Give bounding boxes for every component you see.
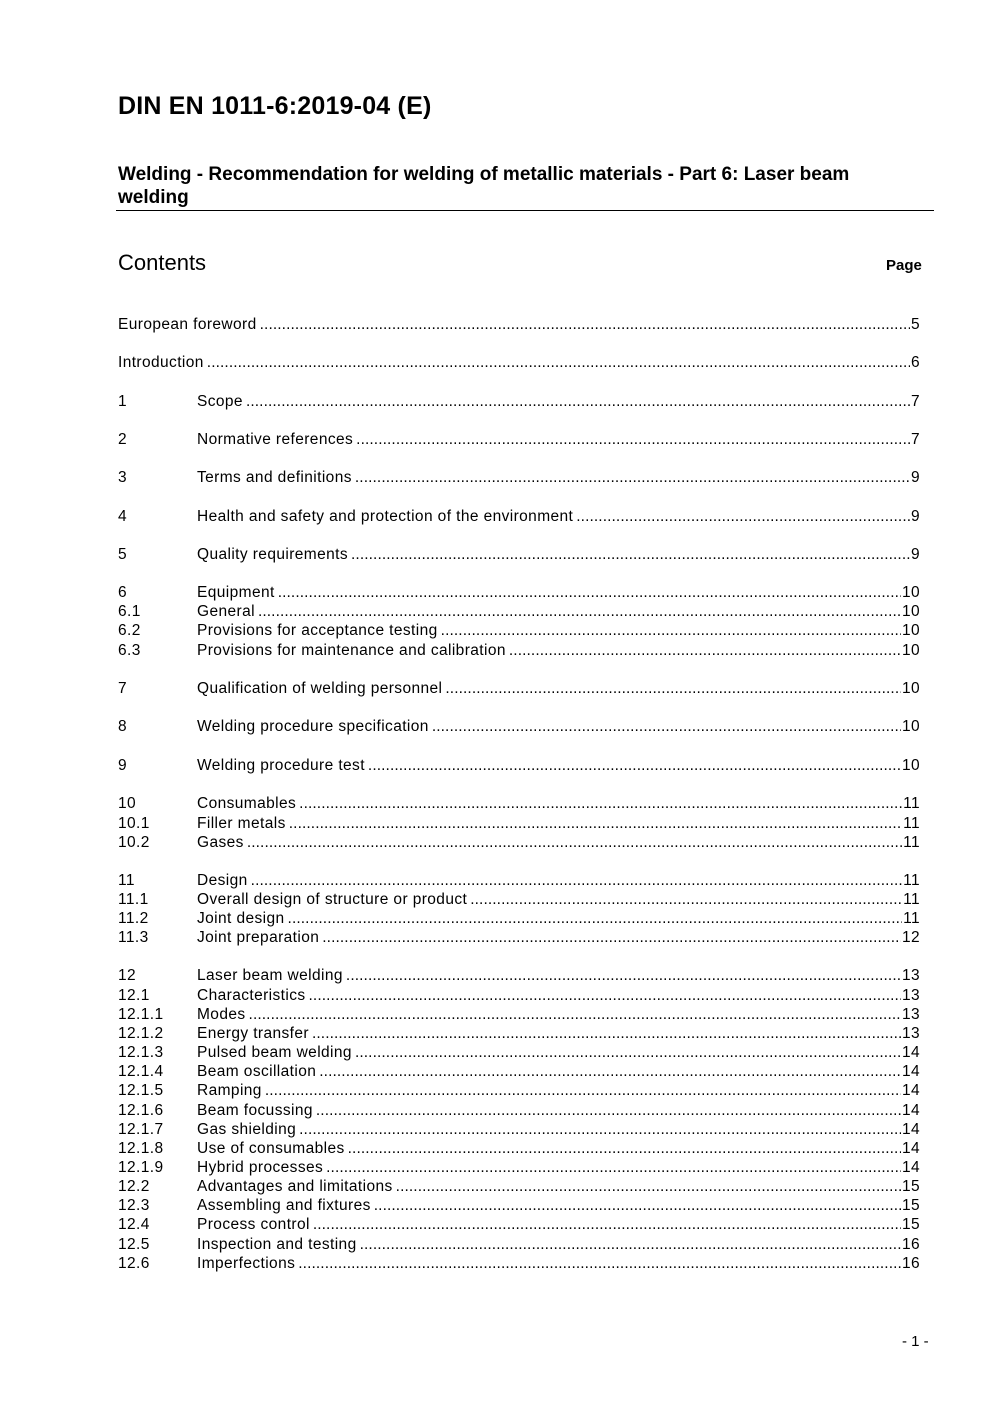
toc-entry-page: 9 <box>910 546 920 563</box>
toc-entry-number: 11 <box>118 872 135 889</box>
toc-entry-page: 7 <box>910 431 920 448</box>
toc-dot-leader <box>249 1005 901 1024</box>
toc-entry-page: 16 <box>901 1255 920 1272</box>
toc-entry-title: Advantages and limitations <box>197 1178 393 1195</box>
toc-entry-page: 10 <box>901 718 920 735</box>
toc-entry[interactable] <box>118 966 920 985</box>
toc-entry-page: 7 <box>910 393 920 410</box>
toc-entry-number: 7 <box>118 680 128 697</box>
toc-entry-title: Imperfections <box>197 1255 296 1272</box>
toc-dot-leader <box>396 1177 901 1196</box>
toc-entry-title: Use of consumables <box>197 1140 345 1157</box>
toc-entry-title: Beam oscillation <box>197 1063 317 1080</box>
toc-entry[interactable] <box>118 1043 920 1062</box>
toc-entry-title: Pulsed beam welding <box>197 1044 352 1061</box>
toc-entry-page: 10 <box>901 680 920 697</box>
toc-entry-number: 12.3 <box>118 1197 150 1214</box>
toc-entry-page: 14 <box>901 1082 920 1099</box>
toc-entry[interactable] <box>118 621 920 640</box>
toc-entry-page: 11 <box>903 815 920 832</box>
toc-entry[interactable] <box>118 909 920 928</box>
toc-entry[interactable] <box>118 1215 920 1234</box>
toc-entry-title: Introduction <box>118 354 204 371</box>
toc-entry-number: 10.1 <box>118 815 150 832</box>
toc-entry-page: 9 <box>910 508 920 525</box>
toc-dot-leader <box>374 1196 901 1215</box>
toc-entry-number: 6.2 <box>118 622 141 639</box>
toc-entry-page: 11 <box>903 910 920 927</box>
toc-entry-title: Gas shielding <box>197 1121 297 1138</box>
toc-dot-leader <box>368 756 901 775</box>
toc-entry[interactable] <box>118 1235 920 1254</box>
toc-entry[interactable] <box>118 1005 920 1024</box>
toc-entry-title: Joint preparation <box>197 929 320 946</box>
title-divider <box>116 210 934 211</box>
toc-dot-leader <box>299 1120 901 1139</box>
toc-entry-number: 5 <box>118 546 128 563</box>
toc-entry-number: 10.2 <box>118 834 150 851</box>
toc-dot-leader <box>348 1139 901 1158</box>
toc-entry[interactable] <box>118 1254 920 1273</box>
toc-entry-title: Energy transfer <box>197 1025 309 1042</box>
toc-entry-title: Health and safety and protection of the environment <box>197 508 574 525</box>
toc-entry-page: 14 <box>901 1063 920 1080</box>
toc-entry-page: 11 <box>903 891 920 908</box>
toc-entry[interactable] <box>118 890 920 909</box>
toc-entry-page: 14 <box>901 1121 920 1138</box>
toc-dot-leader <box>351 545 910 564</box>
toc-entry[interactable] <box>118 1081 920 1100</box>
toc-entry[interactable] <box>118 1177 920 1196</box>
toc-entry-title: Design <box>197 872 248 889</box>
toc-dot-leader <box>299 794 902 813</box>
toc-dot-leader <box>312 1024 901 1043</box>
toc-entry-page: 10 <box>901 622 920 639</box>
toc-entry[interactable] <box>118 507 920 526</box>
toc-dot-leader <box>309 986 901 1005</box>
toc-entry-number: 12.1.8 <box>118 1140 164 1157</box>
toc-dot-leader <box>207 353 910 372</box>
toc-entry-page: 12 <box>901 929 920 946</box>
toc-entry-title: Quality requirements <box>197 546 349 563</box>
toc-entry-page: 10 <box>901 603 920 620</box>
toc-entry-number: 12.1.7 <box>118 1121 164 1138</box>
toc-entry-number: 12.1.2 <box>118 1025 164 1042</box>
toc-dot-leader <box>441 621 901 640</box>
toc-dot-leader <box>278 583 901 602</box>
toc-entry-title: Equipment <box>197 584 275 601</box>
toc-entry-page: 15 <box>901 1178 920 1195</box>
toc-dot-leader <box>576 507 910 526</box>
toc-entry-number: 12.1.3 <box>118 1044 164 1061</box>
toc-entry-title: Inspection and testing <box>197 1236 357 1253</box>
toc-entry-title: Scope <box>197 393 243 410</box>
toc-entry-title: Ramping <box>197 1082 262 1099</box>
toc-entry-title: Modes <box>197 1006 246 1023</box>
toc-entry-title: Process control <box>197 1216 310 1233</box>
toc-entry-title: Characteristics <box>197 987 306 1004</box>
toc-entry-number: 12.1.4 <box>118 1063 164 1080</box>
toc-dot-leader <box>346 966 901 985</box>
toc-entry-title: Filler metals <box>197 815 286 832</box>
toc-entry-title: Overall design of structure or product <box>197 891 468 908</box>
toc-dot-leader <box>313 1215 901 1234</box>
toc-entry-number: 4 <box>118 508 128 525</box>
toc-entry[interactable] <box>118 1158 920 1177</box>
document-title: DIN EN 1011-6:2019-04 (E) <box>118 92 432 120</box>
toc-dot-leader <box>355 468 910 487</box>
toc-entry-page: 15 <box>901 1216 920 1233</box>
toc-entry-page: 11 <box>903 795 920 812</box>
toc-entry-title: Hybrid processes <box>197 1159 324 1176</box>
toc-entry-title: Beam focussing <box>197 1102 313 1119</box>
toc-dot-leader <box>298 1254 901 1273</box>
toc-entry-title: Welding procedure test <box>197 757 365 774</box>
toc-entry[interactable] <box>118 430 920 449</box>
toc-entry[interactable] <box>118 679 920 698</box>
toc-entry[interactable] <box>118 602 920 621</box>
toc-entry-number: 12.1.6 <box>118 1102 164 1119</box>
toc-dot-leader <box>470 890 902 909</box>
toc-entry-number: 12.1.1 <box>118 1006 164 1023</box>
toc-entry-title: Joint design <box>197 910 285 927</box>
toc-dot-leader <box>432 717 901 736</box>
toc-entry-page: 13 <box>901 987 920 1004</box>
toc-entry-page: 16 <box>901 1236 920 1253</box>
toc-entry-page: 10 <box>901 584 920 601</box>
toc-entry-title: Provisions for maintenance and calibration <box>197 642 506 659</box>
toc-entry-number: 12.2 <box>118 1178 150 1195</box>
toc-entry[interactable] <box>118 756 920 775</box>
toc-entry[interactable] <box>118 794 920 813</box>
toc-dot-leader <box>260 315 910 334</box>
toc-entry-number: 6.3 <box>118 642 141 659</box>
toc-entry-number: 12.1.9 <box>118 1159 164 1176</box>
toc-entry-page: 15 <box>901 1197 920 1214</box>
toc-dot-leader <box>326 1158 901 1177</box>
page-column-label: Page <box>886 257 922 274</box>
toc-entry-number: 6 <box>118 584 128 601</box>
toc-entry-page: 6 <box>910 354 920 371</box>
toc-entry[interactable] <box>118 871 920 890</box>
toc-entry[interactable] <box>118 717 920 736</box>
toc-entry-title: Welding procedure specification <box>197 718 429 735</box>
toc-dot-leader <box>509 641 901 660</box>
toc-entry-page: 13 <box>901 1025 920 1042</box>
toc-entry-number: 12.6 <box>118 1255 150 1272</box>
toc-entry-page: 13 <box>901 1006 920 1023</box>
toc-entry-title: Gases <box>197 834 244 851</box>
toc-entry-number: 9 <box>118 757 128 774</box>
toc-entry-title: Laser beam welding <box>197 967 343 984</box>
toc-entry-title: Terms and definitions <box>197 469 352 486</box>
toc-entry-title: Qualification of welding personnel <box>197 680 443 697</box>
toc-entry-page: 11 <box>903 834 920 851</box>
toc-entry-number: 2 <box>118 431 128 448</box>
toc-dot-leader <box>445 679 901 698</box>
toc-entry[interactable] <box>118 1196 920 1215</box>
toc-dot-leader <box>355 1043 901 1062</box>
toc-entry[interactable] <box>118 545 920 564</box>
toc-dot-leader <box>322 928 901 947</box>
toc-dot-leader <box>247 833 902 852</box>
toc-entry[interactable] <box>118 315 920 334</box>
toc-entry-page: 10 <box>901 757 920 774</box>
toc-entry-title: European foreword <box>118 316 257 333</box>
toc-dot-leader <box>265 1081 901 1100</box>
toc-entry-page: 11 <box>903 872 920 889</box>
toc-entry-number: 12.1.5 <box>118 1082 164 1099</box>
toc-entry[interactable] <box>118 833 920 852</box>
toc-entry-number: 8 <box>118 718 128 735</box>
toc-dot-leader <box>356 430 910 449</box>
toc-entry[interactable] <box>118 1062 920 1081</box>
toc-entry[interactable] <box>118 468 920 487</box>
toc-entry-title: General <box>197 603 255 620</box>
toc-entry-page: 14 <box>901 1140 920 1157</box>
toc-entry-page: 9 <box>910 469 920 486</box>
toc-entry[interactable] <box>118 1024 920 1043</box>
toc-entry-number: 12 <box>118 967 137 984</box>
toc-entry[interactable] <box>118 986 920 1005</box>
toc-dot-leader <box>288 909 903 928</box>
contents-heading: Contents <box>118 250 207 275</box>
toc-entry[interactable] <box>118 928 920 947</box>
toc-dot-leader <box>316 1101 901 1120</box>
page-number: - 1 - <box>902 1333 929 1350</box>
toc-entry-number: 11.3 <box>118 929 149 946</box>
toc-entry-title: Consumables <box>197 795 297 812</box>
toc-entry-page: 14 <box>901 1159 920 1176</box>
toc-entry-number: 3 <box>118 469 128 486</box>
toc-dot-leader <box>258 602 901 621</box>
toc-entry[interactable] <box>118 583 920 602</box>
toc-entry-number: 1 <box>118 393 128 410</box>
toc-entry-page: 14 <box>901 1102 920 1119</box>
toc-entry[interactable] <box>118 1120 920 1139</box>
toc-entry-number: 11.1 <box>118 891 149 908</box>
toc-dot-leader <box>246 392 910 411</box>
toc-entry-title: Normative references <box>197 431 354 448</box>
toc-entry-number: 12.1 <box>118 987 150 1004</box>
toc-entry[interactable] <box>118 353 920 372</box>
toc-entry[interactable] <box>118 1101 920 1120</box>
toc-entry-title: Assembling and fixtures <box>197 1197 371 1214</box>
toc-entry[interactable] <box>118 814 920 833</box>
toc-entry-number: 10 <box>118 795 137 812</box>
toc-entry-title: Provisions for acceptance testing <box>197 622 438 639</box>
toc-dot-leader <box>289 814 902 833</box>
toc-entry-page: 14 <box>901 1044 920 1061</box>
toc-entry-page: 5 <box>910 316 920 333</box>
toc-entry-page: 10 <box>901 642 920 659</box>
toc-entry-number: 6.1 <box>118 603 141 620</box>
toc-entry[interactable] <box>118 641 920 660</box>
toc-dot-leader <box>319 1062 901 1081</box>
toc-entry-page: 13 <box>901 967 920 984</box>
toc-entry[interactable] <box>118 1139 920 1158</box>
toc-dot-leader <box>360 1235 901 1254</box>
toc-entry-number: 12.4 <box>118 1216 150 1233</box>
toc-entry-number: 12.5 <box>118 1236 150 1253</box>
toc-entry[interactable] <box>118 392 920 411</box>
document-subtitle: Welding - Recommendation for welding of metallic materials - Part 6: Laser beam welding <box>118 164 850 208</box>
toc-dot-leader <box>251 871 902 890</box>
toc-entry-number: 11.2 <box>118 910 149 927</box>
